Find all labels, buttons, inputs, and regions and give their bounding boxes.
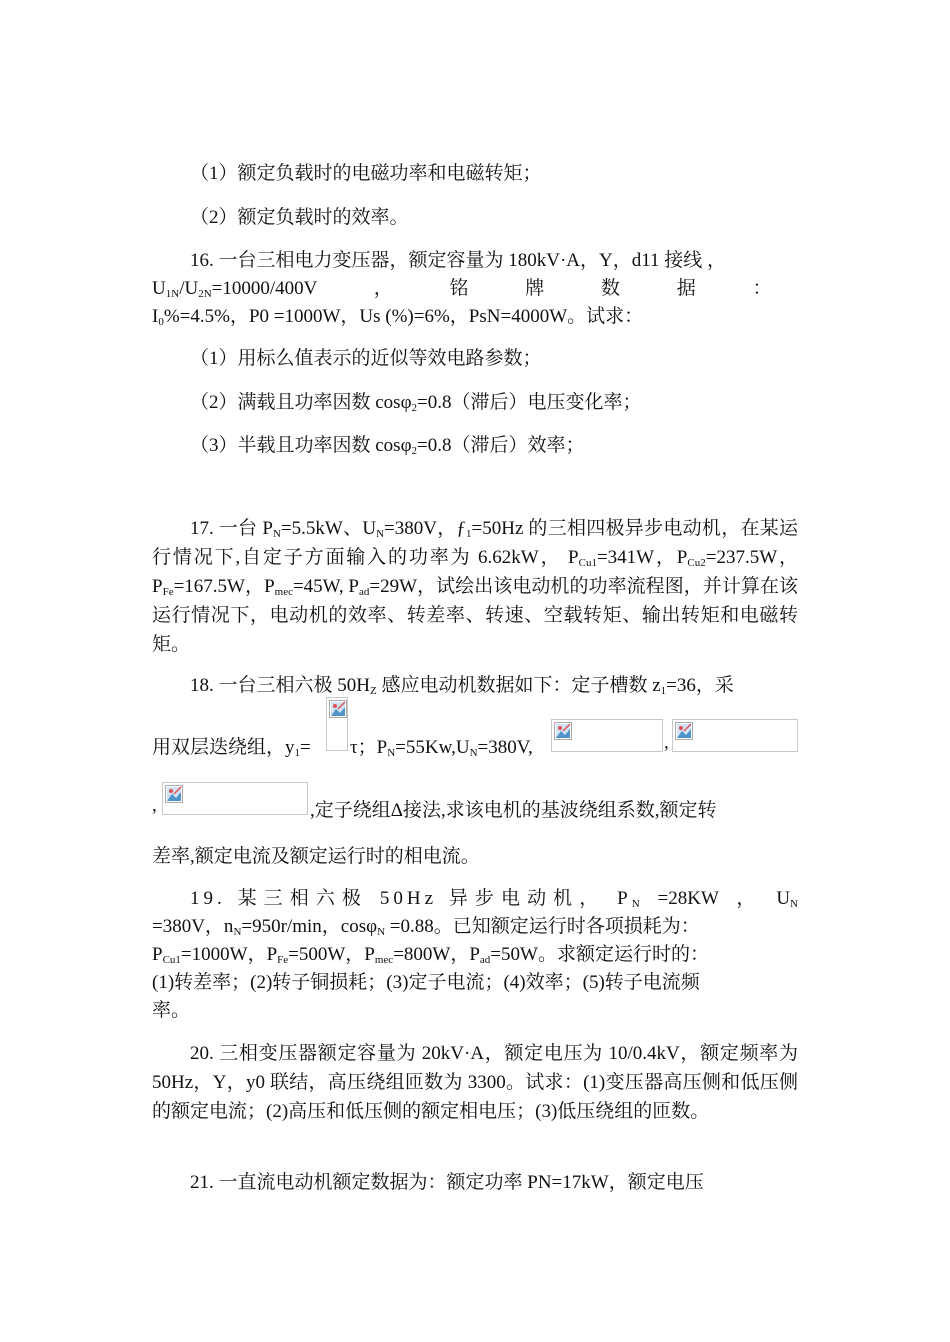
broken-image-icon: [329, 700, 347, 718]
q19-text: =800W，P: [393, 944, 480, 965]
q16-text: （3）半载且功率因数 cosφ: [190, 435, 412, 456]
q18-sub: Z: [369, 685, 377, 697]
q19-line-1: [190, 883, 798, 910]
q17-text: =50Hz 的三相四极异步电动机，在某运行情况下,自定子方面输入的功率为 6.62kW， P: [152, 518, 799, 568]
q16-sub: 2N: [198, 288, 212, 300]
broken-image-icon: [554, 722, 572, 740]
broken-image-placeholder: [672, 719, 798, 752]
q18-sub: 1: [294, 747, 301, 759]
q19-text: =50W。求额定运行时的：: [490, 944, 709, 965]
q19-sub: mec: [374, 954, 394, 966]
q17-sub: mec: [274, 586, 293, 598]
q16-text: %=4.5%，P0 =1000W，Us (%)=6%，PsN=4000W。试求：: [163, 306, 644, 327]
q19-sub: ad: [479, 954, 491, 966]
q15-item-2: （2）额定负载时的效率。: [190, 207, 409, 228]
q19-sub: Cu1: [162, 954, 181, 966]
q15-item-1: （1）额定负载时的电磁功率和电磁转矩；: [190, 163, 542, 184]
q16-sub: 2: [411, 445, 418, 457]
q16-text: =0.8（滞后）电压变化率；: [417, 392, 642, 413]
q17-sub: Cu2: [687, 557, 706, 569]
broken-image-icon: [165, 785, 183, 803]
q16-text: （2）满载且功率因数 cosφ: [190, 392, 412, 413]
q16-item-2: [190, 387, 836, 414]
q18-comma: ,: [664, 732, 669, 753]
q19-sub: Fe: [277, 954, 289, 966]
q19-text: P: [152, 944, 163, 965]
broken-image-icon: [675, 722, 693, 740]
q16-item-1: （1）用标么值表示的近似等效电路参数；: [190, 348, 542, 369]
q16-text: /U: [179, 278, 199, 299]
q18-text: =: [300, 737, 311, 758]
q16-sub: 1N: [165, 288, 180, 300]
q16-sub: 0: [158, 316, 164, 328]
q19-sub: N: [790, 898, 798, 910]
q21-line-1: 21. 一直流电动机额定数据为：额定功率 PN=17kW，额定电压: [190, 1172, 704, 1193]
q18-line-4: 差率,额定电流及额定运行时的相电流。: [152, 846, 480, 867]
q19-line-2: [152, 911, 798, 938]
q18-text: 18. 一台三相六极 50H: [190, 675, 370, 696]
q16-text: =0.8（滞后）效率；: [417, 435, 585, 456]
q17-paragraph: [152, 514, 798, 659]
broken-image-placeholder: [551, 719, 663, 752]
q16-line-1: 16. 一台三相电力变压器，额定容量为 180kV·A，Y，d11 接线 ，: [190, 250, 727, 271]
q17-text: =29W，试绘出该电动机的功率流程图，并计算在该运行情况下，电动机的效率、转差率、转速、空载转矩、输出转矩和电磁转矩。: [152, 576, 798, 655]
q16-line-3: [152, 301, 798, 328]
q17-text: 17. 一台 P: [190, 518, 273, 539]
q18-line-2b: [350, 732, 550, 759]
q19-line-5: 率。: [152, 1000, 191, 1021]
q19-text: =0.88。已知额定运行时各项损耗为：: [385, 916, 700, 937]
q17-sub: 1: [466, 528, 472, 540]
q18-text: τ；P: [350, 737, 388, 758]
q18-line-3: ,定子绕组Δ接法,求该电机的基波绕组系数,额定转: [310, 800, 717, 821]
q17-text: =167.5W，P: [173, 576, 275, 597]
q17-text: =45W, P: [292, 576, 359, 597]
broken-image-placeholder: [326, 697, 348, 751]
q19-text: =500W，P: [288, 944, 375, 965]
q18-comma-2: ,: [152, 795, 157, 816]
q17-sub: N: [376, 528, 385, 540]
q18-sub: N: [469, 747, 478, 759]
q19-line-3: [152, 939, 798, 966]
q18-sub: N: [387, 747, 396, 759]
q20-paragraph: 20. 三相变压器额定容量为 20kV·A，额定电压为 10/0.4kV，额定频率为 50Hz，Y，y0 联结，高压绕组匝数为 3300。试求：(1)变压器高压侧和低压侧的额定电流；(2)高压和低压侧的额定相电压；(3)低压绕组的匝数。: [152, 1043, 798, 1122]
q18-text: 用双层迭绕组，y: [152, 737, 295, 758]
q19-text: =950r/min，cosφ: [241, 916, 378, 937]
q18-line-1: [190, 670, 836, 697]
q18-text: =380V,: [477, 737, 533, 758]
q18-text: 感应电动机数据如下：定子槽数 z: [376, 675, 661, 696]
q17-sub: Cu1: [578, 557, 597, 569]
q17-sub: N: [272, 528, 281, 540]
q16-sub: 2: [411, 402, 418, 414]
q16-item-3: [190, 430, 836, 457]
q18-sub: 1: [660, 685, 667, 697]
broken-image-placeholder: [162, 782, 308, 815]
q16-text: U: [152, 278, 166, 299]
q19-text: =28KW ， U: [639, 888, 791, 909]
q19-line-4: (1)转差率；(2)转子铜损耗；(3)定子电流；(4)效率；(5)转子电流频: [152, 972, 700, 993]
q16-line-2: [152, 273, 798, 300]
q17-text: =380V，ƒ: [384, 518, 467, 539]
q16-text: I: [152, 306, 159, 327]
q17-text: =237.5W，P: [152, 547, 798, 597]
q16-text: =10000/400V ， 铭 牌 数 据 ：: [211, 278, 772, 299]
q18-text: =36，采: [666, 675, 734, 696]
q17-text: =5.5kW、U: [280, 518, 377, 539]
q19-text: 19. 某三相六极 50Hz 异步电动机， P: [190, 888, 632, 909]
q17-sub: ad: [359, 586, 370, 598]
q19-text: =1000W，P: [180, 944, 278, 965]
q17-sub: Fe: [162, 586, 174, 598]
q19-sub: N: [233, 926, 242, 938]
q19-sub: N: [377, 926, 386, 938]
q18-text: =55Kw,U: [395, 737, 470, 758]
q17-text: =341W，P: [596, 547, 688, 568]
q19-text: =380V，n: [152, 916, 234, 937]
q19-sub: N: [631, 898, 640, 910]
